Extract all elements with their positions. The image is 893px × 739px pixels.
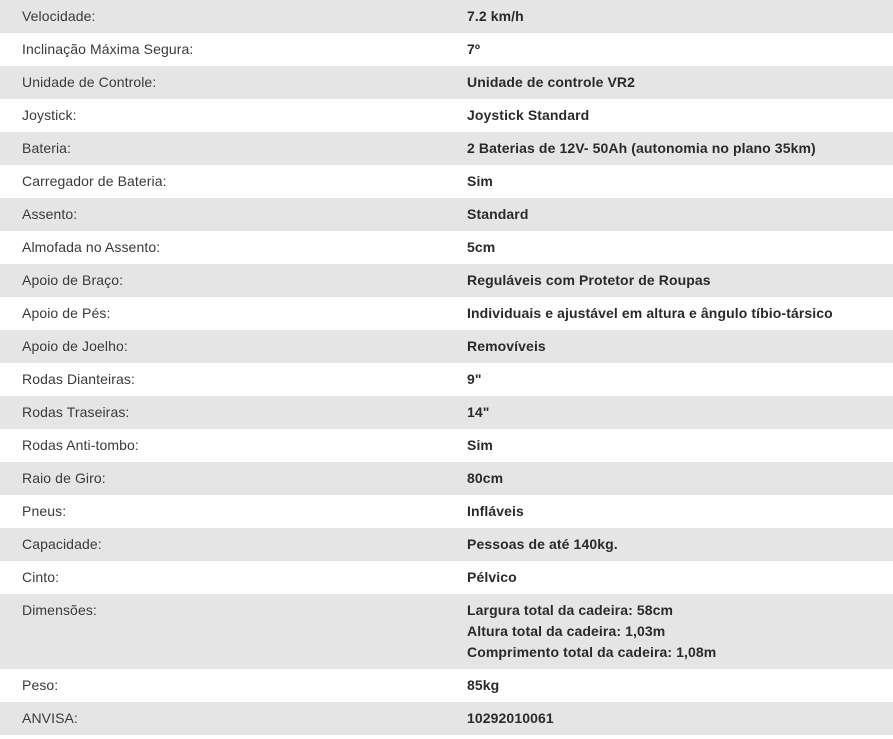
spec-value: Standard [467,206,529,222]
spec-row-raio-giro [0,462,893,495]
spec-row-anvisa [0,702,893,735]
dimension-height: Altura total da cadeira: 1,03m [467,623,666,639]
spec-value: Unidade de controle VR2 [467,74,635,90]
spec-label: Joystick: [22,107,77,123]
spec-row-bateria [0,132,893,165]
spec-row-capacidade [0,528,893,561]
spec-label: Raio de Giro: [22,470,106,486]
spec-label: Rodas Dianteiras: [22,371,135,387]
spec-row-inclinacao [0,33,893,66]
spec-row-assento [0,198,893,231]
spec-value: Sim [467,173,493,189]
spec-label: Rodas Anti-tombo: [22,437,139,453]
spec-label: Apoio de Pés: [22,305,111,321]
spec-label: Apoio de Joelho: [22,338,128,354]
spec-value: 10292010061 [467,710,554,726]
spec-row-pneus [0,495,893,528]
spec-label: Unidade de Controle: [22,74,157,90]
spec-row-rodas-traseiras [0,396,893,429]
spec-label: Velocidade: [22,8,96,24]
dimension-width: Largura total da cadeira: 58cm [467,602,674,618]
spec-value: 7.2 km/h [467,8,524,24]
spec-value: Individuais e ajustável em altura e ângulo tíbio-társico [467,305,833,321]
spec-row-rodas-dianteiras [0,363,893,396]
spec-label: Capacidade: [22,536,102,552]
spec-row-carregador [0,165,893,198]
spec-value: 14" [467,404,490,420]
spec-row-velocidade [0,0,893,33]
spec-row-rodas-anti-tombo [0,429,893,462]
spec-label: Rodas Traseiras: [22,404,130,420]
spec-label: Apoio de Braço: [22,272,124,288]
spec-value: 9" [467,371,482,387]
spec-row-almofada [0,231,893,264]
spec-row-cinto [0,561,893,594]
spec-row-dimensoes [0,594,893,669]
spec-label: Carregador de Bateria: [22,173,167,189]
spec-label: ANVISA: [22,710,78,726]
spec-value: 2 Baterias de 12V- 50Ah (autonomia no plano 35km) [467,140,816,156]
spec-row-joystick [0,99,893,132]
spec-label: Pneus: [22,503,67,519]
spec-value: Removíveis [467,338,546,354]
spec-value: Reguláveis com Protetor de Roupas [467,272,711,288]
spec-row-apoio-pes [0,297,893,330]
spec-row-unidade-controle [0,66,893,99]
spec-label: Peso: [22,677,59,693]
spec-label: Cinto: [22,569,60,585]
spec-label: Inclinação Máxima Segura: [22,41,194,57]
spec-value: 5cm [467,239,496,255]
spec-label: Assento: [22,206,78,222]
spec-value-multiline [445,594,893,669]
spec-value: Infláveis [467,503,524,519]
dimension-length: Comprimento total da cadeira: 1,08m [467,644,717,660]
spec-value: Sim [467,437,493,453]
spec-value: Joystick Standard [467,107,590,123]
spec-value: 7º [467,41,481,57]
spec-row-apoio-joelho [0,330,893,363]
spec-label: Bateria: [22,140,72,156]
spec-value: 85kg [467,677,500,693]
spec-row-peso [0,669,893,702]
spec-value: Pélvico [467,569,517,585]
spec-value: 80cm [467,470,504,486]
spec-label: Dimensões: [22,602,97,618]
spec-value: Pessoas de até 140kg. [467,536,618,552]
spec-row-apoio-braco [0,264,893,297]
spec-label: Almofada no Assento: [22,239,161,255]
